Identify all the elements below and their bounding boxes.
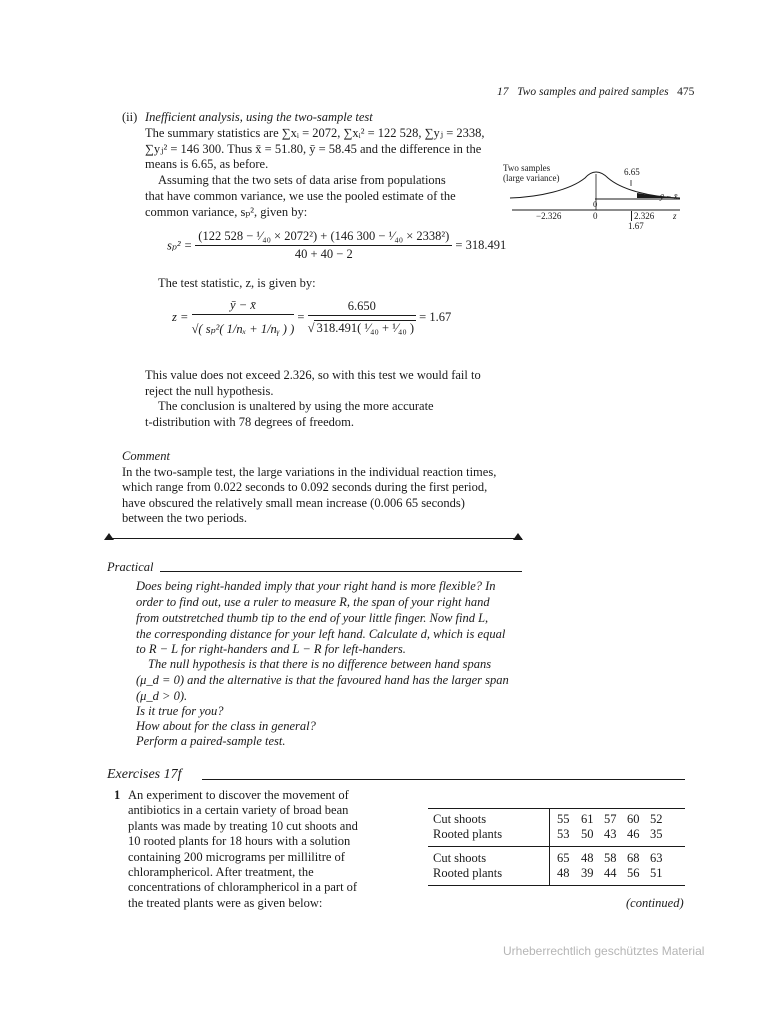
practical-line-11: Perform a paired-sample test. — [136, 734, 286, 748]
copyright-watermark: Urheberrechtlich geschütztes Material — [503, 944, 705, 958]
divider-right-marker — [513, 533, 523, 540]
practical-heading: Practical — [107, 560, 154, 574]
summary-line-3: means is 6.65, as before. — [145, 157, 269, 171]
table-cell: 68 — [627, 851, 640, 865]
table-row-label: Rooted plants — [433, 827, 503, 841]
chapter-title: Two samples and paired samples — [517, 86, 669, 98]
chapter-number: 17 — [497, 86, 509, 98]
figure-tick-pos: 2.326 — [631, 211, 654, 221]
assumption-line-2: that have common variance, we use the pooled estimate of the — [145, 189, 456, 203]
figure-value-top: 6.65 — [624, 167, 640, 177]
table-cell: 46 — [627, 827, 640, 841]
figure-tick-zero: 0 — [593, 211, 598, 221]
section-divider — [110, 538, 522, 539]
table-cell: 58 — [604, 851, 617, 865]
table-row-label: Rooted plants — [433, 866, 503, 880]
result-line-2: reject the null hypothesis. — [145, 384, 274, 398]
table-cell: 63 — [650, 851, 663, 865]
eq2-denominator-1: √( sₚ²( 1/nₓ + 1/nᵧ ) ) — [191, 322, 295, 336]
section-label: (ii) — [122, 110, 138, 124]
exercise-line-4: 10 rooted plants for 18 hours with a solution — [128, 834, 351, 848]
exercises-heading: Exercises 17f — [107, 767, 182, 782]
practical-line-7: (μ_d = 0) and the alternative is that the favoured hand has the larger span — [136, 673, 509, 687]
practical-line-1: Does being right-handed imply that your right hand is more flexible? In — [136, 579, 496, 593]
eq2-denominator-2: 318.491( ¹⁄₄₀ + ¹⁄₄₀ ) — [316, 321, 415, 335]
practical-line-6: The null hypothesis is that there is no difference between hand spans — [148, 657, 492, 671]
eq2-denominator-2-wrap: √ 318.491( ¹⁄₄₀ + ¹⁄₄₀ ) — [307, 321, 415, 335]
practical-line-5: to R − L for right-handers and L − R for left-handers. — [136, 642, 406, 656]
eq2-numerator-1: ȳ − x̄ — [192, 298, 295, 315]
z-equation — [172, 298, 451, 337]
table-cell: 57 — [604, 812, 617, 826]
result-line-1: This value does not exceed 2.326, so with this test we would fail to — [145, 368, 481, 382]
comment-line-4: between the two periods. — [122, 511, 247, 525]
figure-zero-upper: 0 — [593, 199, 598, 209]
exercise-line-2: antibiotics in a certain variety of broad bean — [128, 803, 349, 817]
figure-axis-var: ȳ − x̄ — [660, 191, 678, 201]
figure-axis-z: z — [673, 211, 677, 221]
eq2-result: = 1.67 — [419, 310, 452, 324]
exercise-line-5: containing 200 micrograms per millilitre of — [128, 850, 345, 864]
table-top-rule — [428, 808, 685, 809]
conclusion-line-1: The conclusion is unaltered by using the more accurate — [158, 399, 434, 413]
practical-line-10: How about for the class in general? — [136, 719, 316, 733]
test-statistic-text: The test statistic, z, is given by: — [158, 276, 316, 290]
eq1-lhs: sₚ² = — [167, 238, 193, 253]
table-mid-rule — [428, 846, 685, 847]
practical-line-2: order to find out, use a ruler to measure R, the span of your right hand — [136, 595, 490, 609]
exercise-line-1: An experiment to discover the movement of — [128, 788, 349, 802]
table-cell: 39 — [581, 866, 594, 880]
table-cell: 50 — [581, 827, 594, 841]
eq1-result: = 318.491 — [455, 238, 507, 252]
comment-heading: Comment — [122, 449, 170, 463]
figure-value-bottom: 1.67 — [628, 221, 644, 231]
divider-left-marker — [104, 533, 114, 540]
eq2-lhs: z = — [172, 310, 189, 324]
figure-label-1: Two samples — [503, 163, 551, 173]
table-cell: 56 — [627, 866, 640, 880]
exercise-line-8: the treated plants were as given below: — [128, 896, 323, 910]
table-cell: 52 — [650, 812, 663, 826]
comment-line-1: In the two-sample test, the large variations in the individual reaction times, — [122, 465, 497, 479]
comment-line-2: which range from 0.022 seconds to 0.092 seconds during the first period, — [122, 480, 488, 494]
practical-line-4: the corresponding distance for your left hand. Calculate d, which is equal — [136, 627, 506, 641]
eq1-denominator: 40 + 40 − 2 — [294, 247, 353, 261]
eq1-fraction — [195, 229, 452, 262]
table-cell: 48 — [581, 851, 594, 865]
figure-tick-neg: −2.326 — [536, 211, 562, 221]
table-row-label: Cut shoots — [433, 812, 487, 826]
table-cell: 35 — [650, 827, 663, 841]
exercise-line-6: chloramphericol. After treatment, the — [128, 865, 314, 879]
running-header — [497, 85, 694, 100]
eq2-fraction-1 — [192, 298, 295, 337]
table-row-label: Cut shoots — [433, 851, 487, 865]
eq2-equals: = — [297, 310, 305, 324]
practical-line-8: (μ_d > 0). — [136, 689, 188, 703]
table-bottom-rule — [428, 885, 685, 886]
table-cell: 48 — [557, 866, 570, 880]
eq1-numerator: (122 528 − ¹⁄₄₀ × 2072²) + (146 300 − ¹⁄₄₀ × 2338²) — [195, 229, 452, 246]
practical-line-9: Is it true for you? — [136, 704, 224, 718]
conclusion-line-2: t-distribution with 78 degrees of freedom. — [145, 415, 354, 429]
table-cell: 43 — [604, 827, 617, 841]
table-cell: 51 — [650, 866, 663, 880]
distribution-figure — [500, 160, 690, 240]
assumption-line-1: Assuming that the two sets of data arise from populations — [158, 173, 446, 187]
table-cell: 65 — [557, 851, 570, 865]
eq2-fraction-2 — [308, 299, 416, 336]
exercise-line-7: concentrations of chloramphericol in a part of — [128, 880, 358, 894]
table-cell: 53 — [557, 827, 570, 841]
exercises-rule — [202, 779, 685, 780]
table-cell: 60 — [627, 812, 640, 826]
practical-line-3: from outstretched thumb tip to the end of your little finger. Now find L, — [136, 611, 489, 625]
continued-note: (continued) — [626, 896, 684, 910]
section-heading: Inefficient analysis, using the two-sample test — [145, 110, 373, 124]
practical-rule — [160, 571, 522, 572]
eq2-numerator-2: 6.650 — [308, 299, 416, 316]
table-cell: 44 — [604, 866, 617, 880]
table-cell: 55 — [557, 812, 570, 826]
summary-line-1: The summary statistics are ∑xᵢ = 2072, ∑xᵢ² = 122 528, ∑yⱼ = 2338, — [145, 126, 485, 140]
exercise-number: 1 — [114, 788, 121, 802]
page-number: 475 — [677, 86, 695, 98]
comment-line-3: have obscured the relatively small mean increase (0.006 65 seconds) — [122, 496, 465, 510]
summary-line-2: ∑yⱼ² = 146 300. Thus x̄ = 51.80, ȳ = 58.45 and the difference in the — [145, 142, 482, 156]
table-cell: 61 — [581, 812, 594, 826]
exercise-line-3: plants was made by treating 10 cut shoots and — [128, 819, 358, 833]
figure-label-2: (large variance) — [503, 173, 560, 183]
pooled-variance-equation — [167, 229, 506, 262]
assumption-line-3: common variance, sₚ², given by: — [145, 205, 308, 219]
